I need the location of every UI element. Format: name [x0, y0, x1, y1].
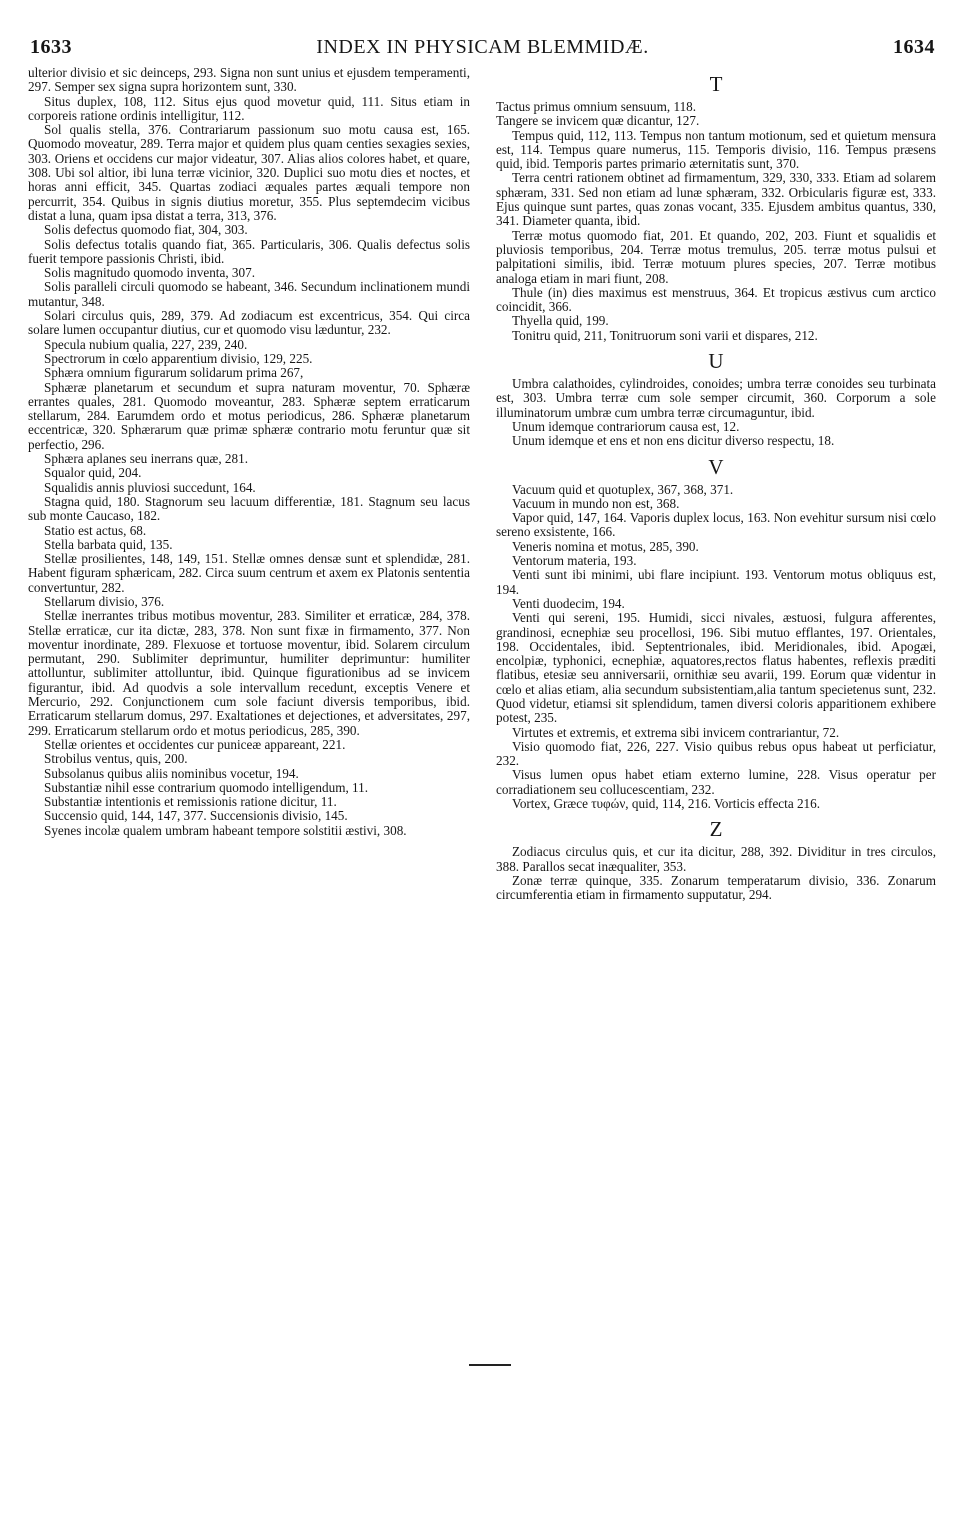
left-index-column [28, 66, 470, 838]
end-rule [469, 1364, 511, 1366]
index-entry: Terræ motus quomodo fiat, 201. Et quando, 202, 203. Fiunt et squalidis et pluviosis temporibus, 204. Terræ motus tremulus, 205. terræ motus pulsui et palpitationi similis, ibid. Terræ motuum plures species, 207. Terræ motibus analoga etiam in mari fiunt, 208. [496, 227, 936, 286]
index-entry: Ventorum materia, 193. [512, 553, 637, 569]
index-entry: Tempus quid, 112, 113. Tempus non tantum motionum, sed et quietum mensura est, 114. Tempus quare numerus, 115. Temporis divisio, 116. Tempus præsens quid, ibid. Temporis partes primario æternitatis sunt, 370. [496, 127, 936, 172]
index-entry: Stagna quid, 180. Stagnorum seu lacuum differentiæ, 181. Stagnum seu lacus sub monte Caucaso, 182. [28, 493, 470, 524]
right-page-number: 1634 [893, 36, 935, 58]
index-entry: Umbra calathoides, cylindroides, conoides; umbra terræ conoides seu turbinata est, 303. Umbra terræ cum sole semper circumit, 360. Corporum a sole illuminatorum umbræ cum umbra terræ circumaguntur, ibid. [496, 376, 936, 420]
index-entry: Stellæ inerrantes tribus motibus moventur, 283. Similiter et erraticæ, 284, 378. Stellæ erraticæ, cur ita dictæ, 283, 378. Non sunt fixæ in firmamento, 377. Non moventur inordinate, 289. Flexuose et tortuose moventur, ibid. Solarem circulum permutant, 290. Sublimiter deprimuntur, humiliter deprimuntur: humiliter attolluntur, sublimiter attolluntur, ibid. Quinque figurationibus ad se invicem figurantur, ibid. Ad quodvis a sole intervallum recedunt, exceptis Venere et Mercurio, 292. Conjunctionem cum sole faciunt diversis temporibus, ibid. Erraticarum stellarum domus, 297. Exaltationes et dejectiones, et adversitates, 297, 299. Erraticarum stellarum ordo et motus periodicus, 285, 390. [28, 608, 470, 738]
index-entry: Spectrorum in cœlo apparentium divisio, 129, 225. [44, 350, 313, 366]
index-entry: Stellæ orientes et occidentes cur puniceæ appareant, 221. [44, 736, 346, 752]
index-entry: Solis defectus totalis quando fiat, 365. Particularis, 306. Qualis defectus solis fuerit tempore passionis Christi, ibid. [28, 236, 470, 266]
index-entry: Venti qui sereni, 195. Humidi, sicci nivales, æstuosi, fulgura afferentes, grandinosi, ecnephiæ seu procellosi, 196. Sibi mutuo efflantes, 197. Orientales, 198. Occidentales, ibid. Septentrionales, ibid. Meridionales, ibid. Apogæi, encolpiæ, typhonici, ecnephiæ, aquatores,rectos flatus habentes, reflexis præditi flatibus, etesiæ seu anniversarii, ornithiæ seu avarii, 199. Eorum quæ videntur in cœlo et alias etiam, alia secundum subsistentiam,alia tantum specietenus sunt, 232. Quod videtur, etiamsi sit splendidum, tamen diversi coloris apparitionem exhibere potest, 235. [496, 610, 936, 726]
index-entry: Tangere se invicem quæ dicantur, 127. [496, 113, 700, 129]
index-entry: Solis defectus quomodo fiat, 304, 303. [44, 222, 248, 238]
index-entry: Virtutes et extremis, et extrema sibi invicem contrariantur, 72. [512, 724, 840, 740]
index-entry: Syenes incolæ qualem umbram habeant tempore solstitii æstivi, 308. [44, 822, 407, 838]
index-entry: Substantiæ intentionis et remissionis ratione dicitur, 11. [44, 794, 337, 810]
index-entry: Solari circulus quis, 289, 379. Ad zodiacum est excentricus, 354. Qui circa solare lumen occupantur diutius, cur et quomodo visu læduntur, 232. [28, 308, 470, 338]
index-entry: Specula nubium qualia, 227, 239, 240. [44, 336, 248, 352]
index-entry: Situs duplex, 108, 112. Situs ejus quod movetur quid, 111. Situs etiam in corporeis ratione ordinis intelligitur, 112. [28, 93, 470, 123]
index-entry: Sphæra omnium figurarum solidarum prima 267, [44, 365, 304, 381]
page-header [30, 36, 935, 64]
index-entry: Statio est actus, 68. [44, 522, 147, 538]
index-entry: Venti sunt ibi minimi, ubi flare incipiunt. 193. Ventorum motus obliquus est, 194. [496, 567, 936, 597]
right-index-column [496, 66, 936, 903]
index-entry: Zodiacus circulus quis, et cur ita dicitur, 288, 392. Dividitur in tres circulos, 388. Parallos secat inæqualiter, 353. [496, 844, 936, 874]
index-entry: Tactus primus omnium sensuum, 118. [496, 99, 697, 114]
index-entry: Solis paralleli circuli quomodo se habeant, 346. Secundum inclinationem mundi mutantur, 348. [28, 279, 470, 309]
section-letter-z: Z [709, 817, 723, 842]
index-entry: Vortex, Græce τυφών, quid, 114, 216. Vorticis effecta 216. [512, 796, 821, 812]
index-entry: Stellæ prosilientes, 148, 149, 151. Stellæ omnes densæ sunt et splendidæ, 281. Habent figuram sphæricam, 282. Circa suum centrum et axem ex Platonis sententia convertuntur, 282. [28, 551, 470, 595]
index-entry: Thule (in) dies maximus est menstruus, 364. Et tropicus æstivus cum arctico coincidit, 366. [496, 284, 936, 315]
index-entry: Substantiæ nihil esse contrarium quomodo intelligendum, 11. [44, 779, 369, 795]
index-entry: Venti duodecim, 194. [512, 595, 625, 611]
index-entry: Unum idemque et ens et non ens dicitur diverso respectu, 18. [512, 433, 835, 449]
index-entry: Visio quomodo fiat, 226, 227. Visio quibus rebus opus habeat ut perficiatur, 232. [496, 738, 936, 769]
index-entry: Unum idemque contrariorum causa est, 12. [512, 418, 740, 434]
index-entry: Succensio quid, 144, 147, 377. Succensionis divisio, 145. [44, 808, 348, 824]
index-entry: Strobilus ventus, quis, 200. [44, 751, 188, 767]
index-entry: Vacuum quid et quotuplex, 367, 368, 371. [512, 481, 734, 497]
index-entry: Vapor quid, 147, 164. Vaporis duplex locus, 163. Non evehitur sursum nisi cœlo sereno exsistente, 166. [496, 510, 936, 540]
section-letter-t: T [709, 72, 723, 96]
index-entry: Vacuum in mundo non est, 368. [512, 495, 680, 511]
index-entry: Solis magnitudo quomodo inventa, 307. [44, 265, 255, 281]
index-entry: Terra centri rationem obtinet ad firmamentum, 329, 330, 333. Etiam ad solarem sphæram, 331. Sed non etiam ad lunæ sphæram, 332. Orbicularis figuræ est, 333. Ejus quinque sunt partes, quas zonas vocant, 335. Ejusdem ambitus quantus, 330, 341. Diameter quanta, ibid. [496, 170, 936, 229]
index-entry: Subsolanus quibus aliis nominibus vocetur, 194. [44, 765, 299, 781]
index-entry: Visus lumen opus habet etiam externo lumine, 228. Visus operatur per corradiationem seu collucescentiam, 232. [496, 767, 936, 797]
index-entry: Veneris nomina et motus, 285, 390. [512, 538, 699, 554]
index-entry: ulterior divisio et sic deinceps, 293. Signa non sunt unius et ejusdem temperamenti, 297. Semper sex signa supra horizontem sunt, 330. [28, 65, 470, 95]
index-entry: Sphæræ planetarum et secundum et supra naturam moventur, 70. Sphæræ errantes quales, 281. Quomodo moveantur, 283. Sphæræ septem erraticarum stellarum, 284. Earumdem ordo et motus periodicus, 286. Sphæræ planetarum eccentricæ, 320. Sphærarum quæ primæ sphæræ contrario motu feruntur quæ sit perfectio, 296. [28, 379, 470, 452]
index-entry: Squalor quid, 204. [44, 465, 142, 481]
index-entry: Zonæ terræ quinque, 335. Zonarum temperatarum divisio, 336. Zonarum circumferentia etiam in firmamento supputatur, 294. [496, 872, 936, 903]
index-entry: Squalidis annis pluviosi succedunt, 164. [44, 479, 256, 495]
index-entry: Sphæra aplanes seu inerrans quæ, 281. [44, 451, 249, 467]
index-entry: Stella barbata quid, 135. [44, 536, 173, 552]
index-entry: Tonitru quid, 211, Tonitruorum soni varii et dispares, 212. [512, 327, 818, 343]
index-entry: Stellarum divisio, 376. [44, 593, 165, 609]
left-page-number: 1633 [30, 36, 72, 58]
section-letter-u: U [708, 349, 724, 374]
index-entry: Thyella quid, 199. [512, 313, 609, 329]
page-title: INDEX IN PHYSICAM BLEMMIDÆ. [316, 36, 649, 58]
index-entry: Sol qualis stella, 376. Contrariarum passionum suo motu causa est, 165. Quomodo moveatur, 289. Terra major et quidem plus quam centies sexagies sexies, 303. Oriens et occidens cur major videatur, 307. Alias alios colores habet, et quare, 308. Ubi sol altior, ibi luna terræ vicinior, 320. Duplici suo motu dies et noctes, et horas anni efficit, 345. Quartas zodiaci æquales partes æquali tempore non percurrit, 354. Quibus in signis diutius moretur, 355. Plus septemdecim vicibus distat a luna, quam ipsa distat a terra, 313, 376. [28, 122, 470, 223]
section-letter-v: V [708, 454, 724, 479]
